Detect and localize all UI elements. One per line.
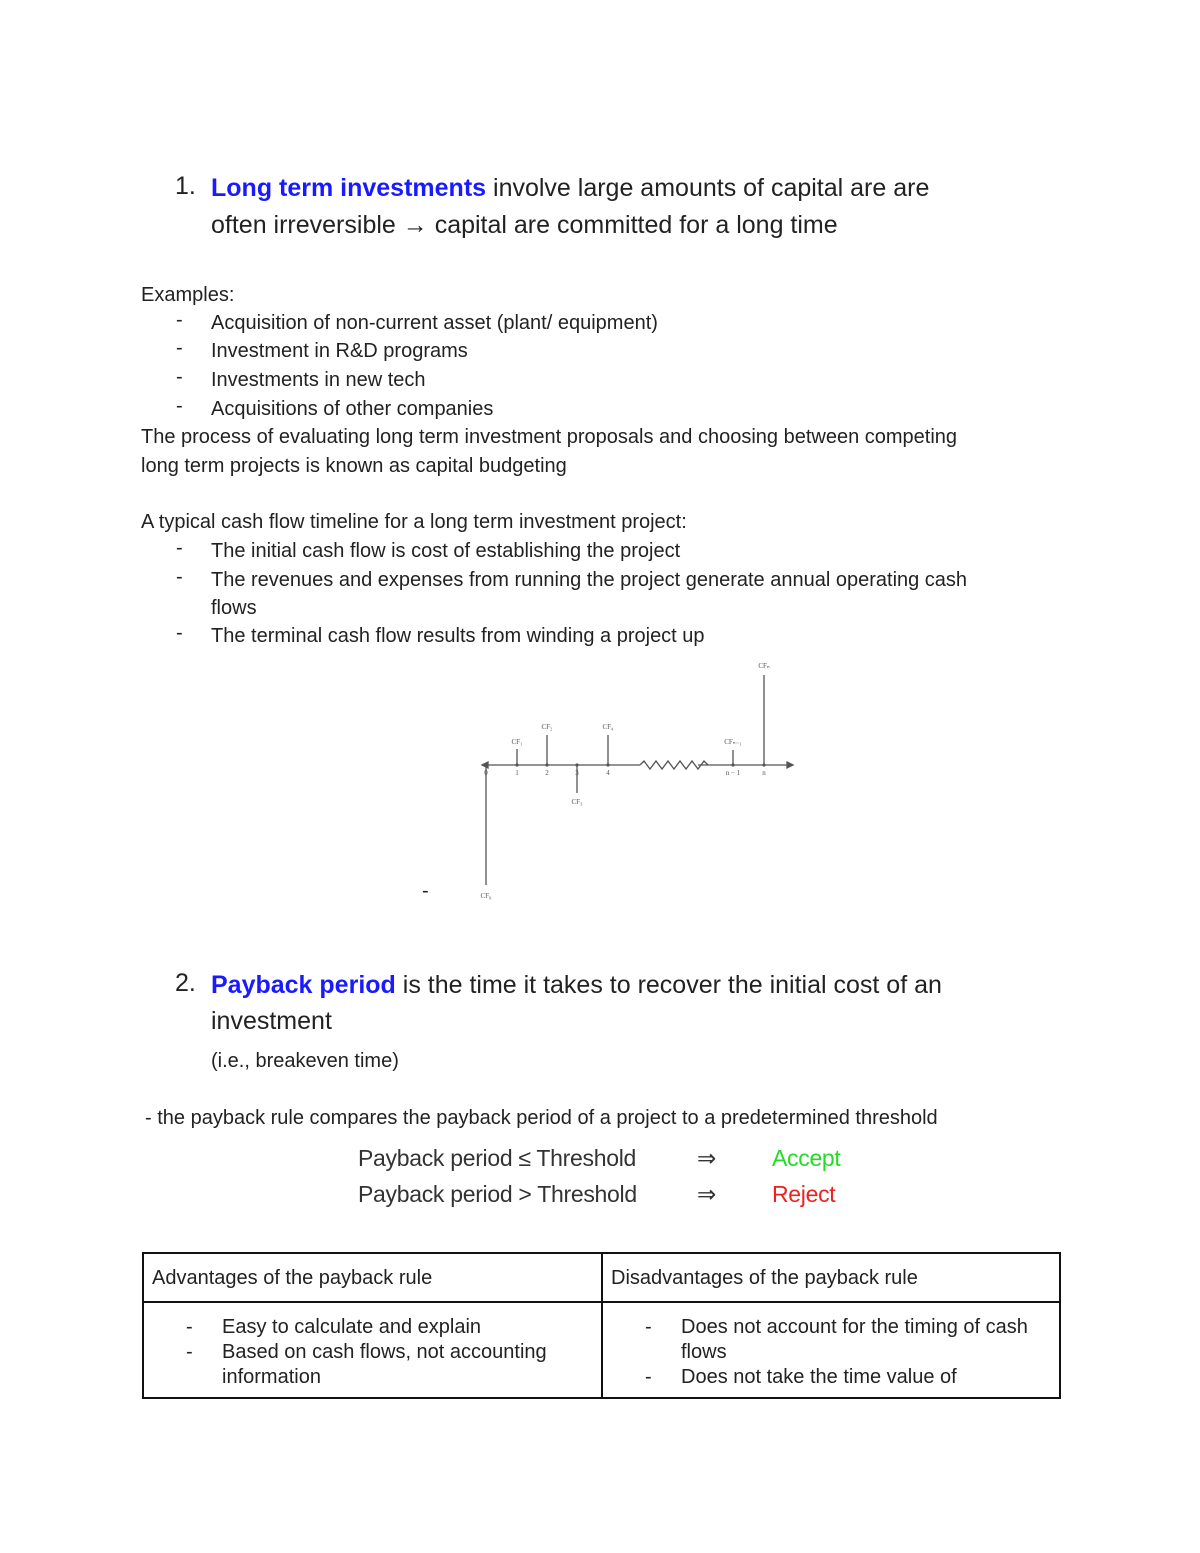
section-2-keyword: Payback period: [211, 971, 396, 999]
disadvantage-text: Does not account for the timing of cash flows: [681, 1316, 1028, 1363]
bullet-dash: -: [176, 566, 183, 588]
bullet-dash: -: [186, 1316, 193, 1338]
advantage-text: Based on cash flows, not accounting information: [222, 1341, 547, 1388]
table-header-row: [143, 1253, 1060, 1302]
disadvantages-list: [603, 1315, 1059, 1390]
timeline-item: The terminal cash flow results from winding a project up: [211, 625, 705, 647]
list-item: [603, 1365, 1059, 1390]
rule-condition: Payback period > Threshold: [358, 1181, 637, 1207]
bullet-dash: -: [422, 880, 429, 902]
cf-label-1: CF₁: [511, 738, 523, 746]
advantage-text: Easy to calculate and explain: [222, 1316, 482, 1338]
table-header-disadvantages: Disadvantages of the payback rule: [602, 1253, 1060, 1302]
cf-label-2: CF₂: [541, 723, 553, 731]
rule-outcome-reject: Reject: [772, 1181, 836, 1207]
tick-label-3: 3: [575, 769, 579, 777]
tick-label-n: n: [762, 769, 766, 777]
bullet-dash: -: [176, 622, 183, 644]
bullet-dash: -: [176, 395, 183, 417]
capital-budgeting-text: The process of evaluating long term investment proposals and choosing between competing: [141, 426, 958, 448]
rule-outcome-accept: Accept: [772, 1145, 841, 1171]
bullet-dash: -: [176, 366, 183, 388]
arrow-right: [787, 762, 793, 768]
example-item: Acquisitions of other companies: [211, 398, 494, 420]
tick-dot: [731, 763, 734, 766]
example-item: Investments in new tech: [211, 369, 426, 391]
payback-rule-table: [142, 1252, 1061, 1399]
timeline-break: [640, 761, 708, 769]
implies-arrow-icon: ⇒: [697, 1181, 716, 1207]
table-header-advantages: Advantages of the payback rule: [143, 1253, 602, 1302]
tick-dot: [484, 763, 487, 766]
payback-rule-text: - the payback rule compares the payback period of a project to a predetermined threshold: [145, 1107, 938, 1129]
tick-label-4: 4: [606, 769, 610, 777]
examples-label: Examples:: [141, 284, 235, 306]
list-item: [144, 1315, 601, 1340]
tick-dot: [762, 763, 765, 766]
tick-dot: [606, 763, 609, 766]
rule-condition: Payback period ≤ Threshold: [358, 1145, 637, 1171]
section-2-note: (i.e., breakeven time): [211, 1050, 399, 1072]
section-1-heading: [211, 170, 929, 206]
cf-label-0: CF₀: [480, 892, 492, 900]
bullet-dash: -: [176, 537, 183, 559]
section-2-heading: [211, 967, 942, 1003]
cash-flow-timeline-diagram: [470, 655, 810, 905]
tick-dot: [575, 763, 578, 766]
section-1-heading-rest: involve large amounts of capital are are: [486, 174, 930, 202]
tick-label-n-1: n − 1: [725, 769, 741, 777]
section-1-number: 1.: [175, 172, 196, 200]
section-2-heading-line2: investment: [211, 1007, 332, 1035]
bullet-dash: -: [645, 1316, 652, 1338]
tick-dot: [515, 763, 518, 766]
bullet-dash: -: [176, 337, 183, 359]
advantages-list: [144, 1315, 601, 1390]
cf-label-n-1: CFₙ₋₁: [724, 738, 742, 746]
timeline-item-continued: flows: [211, 597, 257, 619]
advantages-cell: [143, 1302, 602, 1398]
disadvantage-text: Does not take the time value of: [681, 1366, 957, 1388]
example-item: Investment in R&D programs: [211, 340, 468, 362]
section-2-heading-rest: is the time it takes to recover the initial cost of an: [395, 971, 942, 999]
timeline-item: The initial cash flow is cost of establishing the project: [211, 540, 681, 562]
bullet-dash: -: [186, 1341, 193, 1363]
implies-arrow-icon: ⇒: [697, 1145, 716, 1171]
timeline-intro: A typical cash flow timeline for a long term investment project:: [141, 511, 687, 533]
example-item: Acquisition of non-current asset (plant/ equipment): [211, 312, 658, 334]
capital-budgeting-text-line2: long term projects is known as capital budgeting: [141, 455, 567, 477]
cf-label-4: CF₄: [602, 723, 614, 731]
section-2-number: 2.: [175, 969, 196, 997]
section-1-heading-line2: often irreversible → capital are committed for a long time: [211, 211, 838, 239]
timeline-item: The revenues and expenses from running the project generate annual operating cash: [211, 569, 968, 591]
table-row: [143, 1302, 1060, 1398]
section-1-keyword: Long term investments: [211, 174, 487, 202]
cf-label-3: CF₃: [571, 798, 583, 806]
cf-label-n: CFₙ: [758, 662, 770, 670]
list-item: [144, 1340, 601, 1390]
tick-label-2: 2: [545, 769, 549, 777]
list-item: [603, 1315, 1059, 1365]
tick-label-1: 1: [515, 769, 519, 777]
tick-dot: [545, 763, 548, 766]
tick-label-0: 0: [484, 769, 488, 777]
bullet-dash: -: [176, 309, 183, 331]
bullet-dash: -: [645, 1366, 652, 1388]
disadvantages-cell: [602, 1302, 1060, 1398]
